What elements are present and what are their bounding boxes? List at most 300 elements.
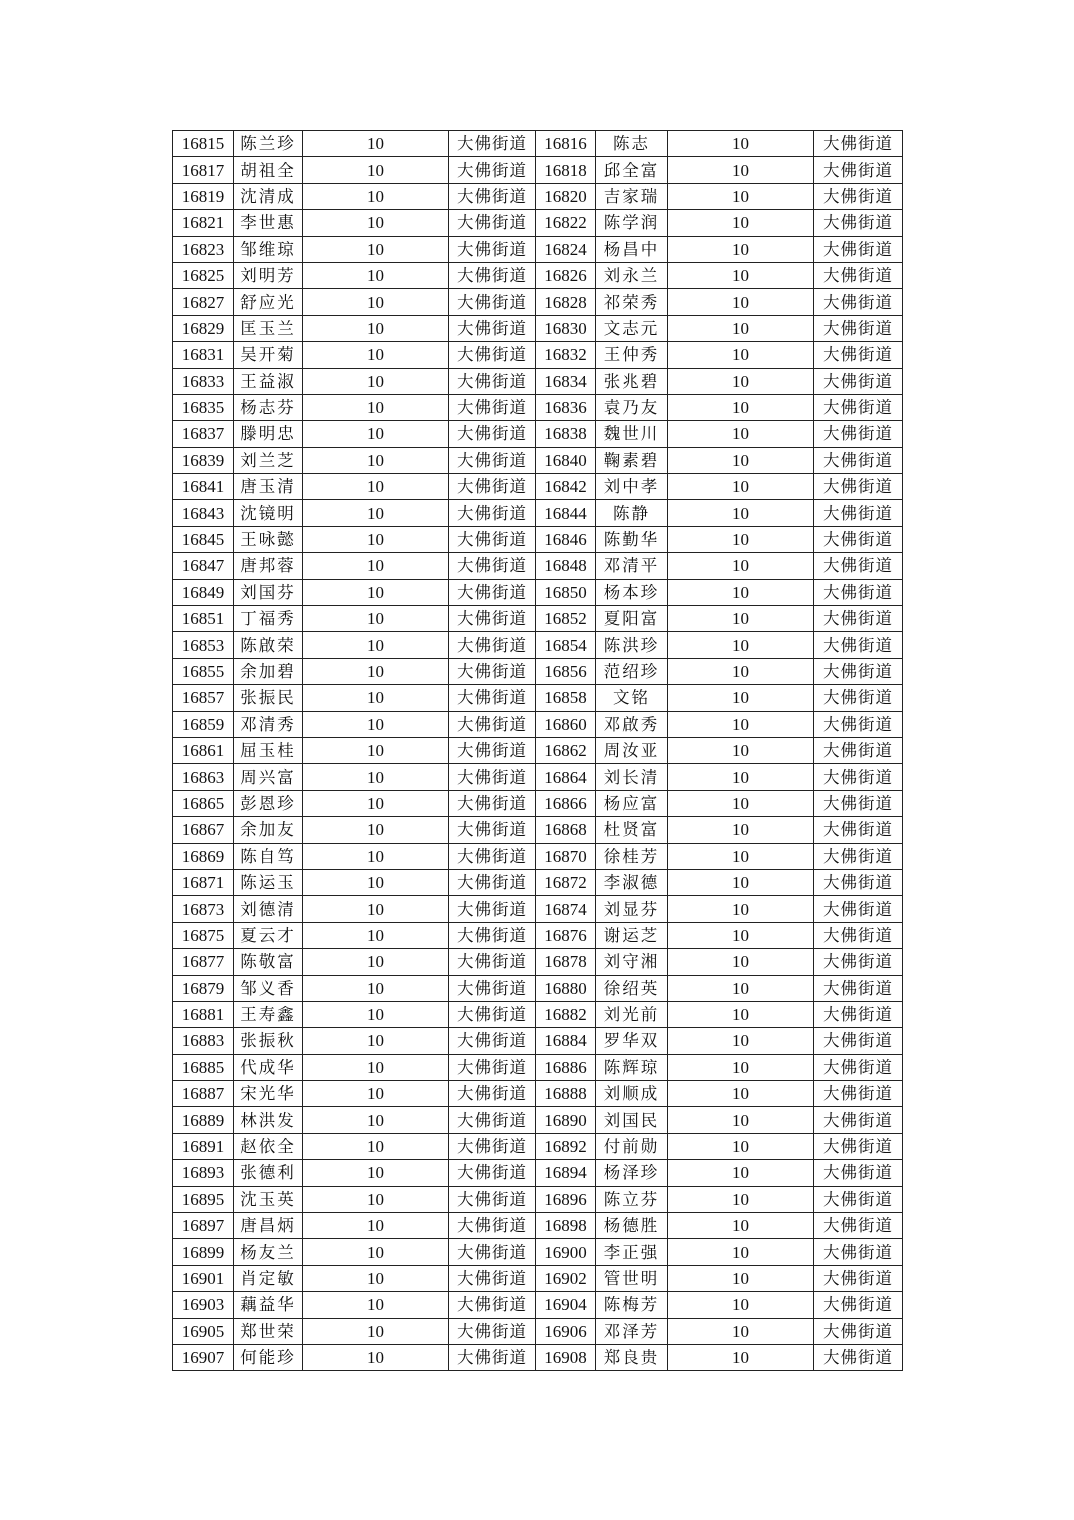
amount-value: 10: [668, 922, 814, 948]
amount-value: 10: [303, 658, 449, 684]
record-number: 16894: [536, 1160, 596, 1186]
person-name: 王咏懿: [234, 526, 303, 552]
street-name: 大佛街道: [814, 315, 903, 341]
person-name: 余加碧: [234, 658, 303, 684]
record-number: 16859: [173, 711, 234, 737]
street-name: 大佛街道: [814, 421, 903, 447]
person-name: 袁乃友: [596, 394, 668, 420]
record-number: 16839: [173, 447, 234, 473]
amount-value: 10: [668, 1265, 814, 1291]
person-name: 陈啟荣: [234, 632, 303, 658]
table-row: [173, 685, 903, 711]
table-row: [173, 658, 903, 684]
person-name: 杨志芬: [234, 394, 303, 420]
record-number: 16903: [173, 1292, 234, 1318]
record-number: 16818: [536, 157, 596, 183]
street-name: 大佛街道: [449, 949, 536, 975]
amount-value: 10: [668, 632, 814, 658]
record-number: 16887: [173, 1081, 234, 1107]
amount-value: 10: [668, 342, 814, 368]
amount-value: 10: [303, 1186, 449, 1212]
amount-value: 10: [303, 447, 449, 473]
table-row: [173, 632, 903, 658]
person-name: 陈洪珍: [596, 632, 668, 658]
record-number: 16858: [536, 685, 596, 711]
record-number: 16874: [536, 896, 596, 922]
record-number: 16843: [173, 500, 234, 526]
record-number: 16834: [536, 368, 596, 394]
record-number: 16866: [536, 790, 596, 816]
street-name: 大佛街道: [449, 368, 536, 394]
amount-value: 10: [303, 183, 449, 209]
amount-value: 10: [303, 632, 449, 658]
person-name: 何能珍: [234, 1344, 303, 1370]
amount-value: 10: [668, 289, 814, 315]
record-number: 16861: [173, 737, 234, 763]
person-name: 滕明忠: [234, 421, 303, 447]
table-row: [173, 975, 903, 1001]
record-number: 16838: [536, 421, 596, 447]
record-number: 16863: [173, 764, 234, 790]
street-name: 大佛街道: [814, 1318, 903, 1344]
record-number: 16836: [536, 394, 596, 420]
amount-value: 10: [303, 711, 449, 737]
amount-value: 10: [668, 1107, 814, 1133]
street-name: 大佛街道: [814, 1239, 903, 1265]
amount-value: 10: [668, 1160, 814, 1186]
table-row: [173, 1344, 903, 1370]
table-row: [173, 1213, 903, 1239]
street-name: 大佛街道: [449, 632, 536, 658]
person-name: 陈立芬: [596, 1186, 668, 1212]
amount-value: 10: [668, 817, 814, 843]
amount-value: 10: [303, 1001, 449, 1027]
record-number: 16844: [536, 500, 596, 526]
street-name: 大佛街道: [449, 896, 536, 922]
person-name: 丁福秀: [234, 606, 303, 632]
record-number: 16896: [536, 1186, 596, 1212]
amount-value: 10: [668, 579, 814, 605]
amount-value: 10: [668, 1292, 814, 1318]
person-name: 刘永兰: [596, 262, 668, 288]
table-row: [173, 315, 903, 341]
person-name: 邱全富: [596, 157, 668, 183]
person-name: 刘守湘: [596, 949, 668, 975]
person-name: 杨德胜: [596, 1213, 668, 1239]
street-name: 大佛街道: [814, 289, 903, 315]
table-row: [173, 1265, 903, 1291]
street-name: 大佛街道: [449, 394, 536, 420]
record-number: 16889: [173, 1107, 234, 1133]
amount-value: 10: [303, 500, 449, 526]
amount-value: 10: [668, 210, 814, 236]
table-row: [173, 131, 903, 157]
person-name: 文铭: [596, 685, 668, 711]
street-name: 大佛街道: [814, 922, 903, 948]
record-number: 16890: [536, 1107, 596, 1133]
amount-value: 10: [303, 1054, 449, 1080]
street-name: 大佛街道: [449, 262, 536, 288]
amount-value: 10: [668, 131, 814, 157]
record-number: 16847: [173, 553, 234, 579]
street-name: 大佛街道: [814, 896, 903, 922]
amount-value: 10: [668, 1213, 814, 1239]
record-number: 16870: [536, 843, 596, 869]
table-row: [173, 1028, 903, 1054]
amount-value: 10: [668, 949, 814, 975]
person-name: 陈兰珍: [234, 131, 303, 157]
table-row: [173, 817, 903, 843]
person-name: 吉家瑞: [596, 183, 668, 209]
table-row: [173, 183, 903, 209]
person-name: 李世惠: [234, 210, 303, 236]
person-name: 陈梅芳: [596, 1292, 668, 1318]
table-row: [173, 949, 903, 975]
street-name: 大佛街道: [814, 183, 903, 209]
record-number: 16901: [173, 1265, 234, 1291]
amount-value: 10: [668, 685, 814, 711]
record-number: 16864: [536, 764, 596, 790]
street-name: 大佛街道: [814, 1054, 903, 1080]
person-name: 肖定敏: [234, 1265, 303, 1291]
street-name: 大佛街道: [814, 553, 903, 579]
person-name: 邹义香: [234, 975, 303, 1001]
amount-value: 10: [303, 262, 449, 288]
record-number: 16827: [173, 289, 234, 315]
person-name: 刘国芬: [234, 579, 303, 605]
person-name: 杜贤富: [596, 817, 668, 843]
amount-value: 10: [303, 1160, 449, 1186]
person-name: 郑良贵: [596, 1344, 668, 1370]
record-number: 16905: [173, 1318, 234, 1344]
table-row: [173, 421, 903, 447]
record-number: 16888: [536, 1081, 596, 1107]
street-name: 大佛街道: [449, 975, 536, 1001]
amount-value: 10: [303, 1081, 449, 1107]
amount-value: 10: [303, 553, 449, 579]
person-name: 杨应富: [596, 790, 668, 816]
person-name: 彭恩珍: [234, 790, 303, 816]
table-row: [173, 394, 903, 420]
table-row: [173, 1081, 903, 1107]
person-name: 屈玉桂: [234, 737, 303, 763]
table-row: [173, 342, 903, 368]
street-name: 大佛街道: [449, 553, 536, 579]
table-row: [173, 790, 903, 816]
record-number: 16816: [536, 131, 596, 157]
street-name: 大佛街道: [814, 394, 903, 420]
person-name: 张振民: [234, 685, 303, 711]
person-name: 沈清成: [234, 183, 303, 209]
record-number: 16819: [173, 183, 234, 209]
record-number: 16850: [536, 579, 596, 605]
street-name: 大佛街道: [814, 790, 903, 816]
street-name: 大佛街道: [449, 869, 536, 895]
amount-value: 10: [303, 1028, 449, 1054]
table-row: [173, 1318, 903, 1344]
street-name: 大佛街道: [449, 737, 536, 763]
person-name: 徐绍英: [596, 975, 668, 1001]
street-name: 大佛街道: [449, 658, 536, 684]
amount-value: 10: [303, 315, 449, 341]
record-number: 16823: [173, 236, 234, 262]
person-name: 陈运玉: [234, 869, 303, 895]
table-row: [173, 737, 903, 763]
person-name: 陈志: [596, 131, 668, 157]
street-name: 大佛街道: [449, 1318, 536, 1344]
record-number: 16884: [536, 1028, 596, 1054]
person-name: 代成华: [234, 1054, 303, 1080]
street-name: 大佛街道: [814, 606, 903, 632]
amount-value: 10: [303, 949, 449, 975]
table-row: [173, 526, 903, 552]
street-name: 大佛街道: [814, 975, 903, 1001]
person-name: 祁荣秀: [596, 289, 668, 315]
street-name: 大佛街道: [449, 315, 536, 341]
amount-value: 10: [668, 183, 814, 209]
table-row: [173, 368, 903, 394]
record-number: 16835: [173, 394, 234, 420]
street-name: 大佛街道: [814, 447, 903, 473]
person-name: 胡祖全: [234, 157, 303, 183]
record-number: 16854: [536, 632, 596, 658]
record-number: 16902: [536, 1265, 596, 1291]
record-number: 16853: [173, 632, 234, 658]
table-row: [173, 1001, 903, 1027]
person-name: 舒应光: [234, 289, 303, 315]
amount-value: 10: [303, 131, 449, 157]
person-name: 匡玉兰: [234, 315, 303, 341]
amount-value: 10: [303, 342, 449, 368]
table-row: [173, 157, 903, 183]
street-name: 大佛街道: [449, 447, 536, 473]
street-name: 大佛街道: [814, 131, 903, 157]
record-number: 16857: [173, 685, 234, 711]
person-name: 林洪发: [234, 1107, 303, 1133]
record-number: 16867: [173, 817, 234, 843]
person-name: 刘显芬: [596, 896, 668, 922]
person-name: 魏世川: [596, 421, 668, 447]
record-number: 16898: [536, 1213, 596, 1239]
table-row: [173, 1160, 903, 1186]
record-number: 16878: [536, 949, 596, 975]
amount-value: 10: [303, 236, 449, 262]
person-name: 李正强: [596, 1239, 668, 1265]
street-name: 大佛街道: [814, 843, 903, 869]
person-name: 王寿鑫: [234, 1001, 303, 1027]
person-name: 邹维琼: [234, 236, 303, 262]
table-row: [173, 447, 903, 473]
street-name: 大佛街道: [449, 342, 536, 368]
record-number: 16842: [536, 474, 596, 500]
street-name: 大佛街道: [814, 1107, 903, 1133]
amount-value: 10: [668, 262, 814, 288]
person-name: 范绍珍: [596, 658, 668, 684]
record-number: 16829: [173, 315, 234, 341]
amount-value: 10: [668, 368, 814, 394]
record-number: 16848: [536, 553, 596, 579]
record-number: 16840: [536, 447, 596, 473]
record-number: 16830: [536, 315, 596, 341]
amount-value: 10: [303, 922, 449, 948]
street-name: 大佛街道: [814, 236, 903, 262]
record-number: 16906: [536, 1318, 596, 1344]
table-row: [173, 1054, 903, 1080]
record-number: 16883: [173, 1028, 234, 1054]
street-name: 大佛街道: [449, 817, 536, 843]
person-name: 陈静: [596, 500, 668, 526]
person-name: 张德利: [234, 1160, 303, 1186]
person-name: 藕益华: [234, 1292, 303, 1318]
record-number: 16828: [536, 289, 596, 315]
street-name: 大佛街道: [449, 1081, 536, 1107]
street-name: 大佛街道: [449, 131, 536, 157]
amount-value: 10: [303, 1107, 449, 1133]
street-name: 大佛街道: [449, 500, 536, 526]
record-number: 16886: [536, 1054, 596, 1080]
person-name: 管世明: [596, 1265, 668, 1291]
street-name: 大佛街道: [449, 1265, 536, 1291]
record-number: 16871: [173, 869, 234, 895]
amount-value: 10: [668, 790, 814, 816]
amount-value: 10: [303, 975, 449, 1001]
record-number: 16826: [536, 262, 596, 288]
amount-value: 10: [668, 447, 814, 473]
amount-value: 10: [303, 1292, 449, 1318]
table-row: [173, 1292, 903, 1318]
person-name: 沈镜明: [234, 500, 303, 526]
amount-value: 10: [668, 474, 814, 500]
street-name: 大佛街道: [449, 421, 536, 447]
amount-value: 10: [303, 394, 449, 420]
street-name: 大佛街道: [449, 711, 536, 737]
record-number: 16904: [536, 1292, 596, 1318]
street-name: 大佛街道: [814, 368, 903, 394]
person-name: 郑世荣: [234, 1318, 303, 1344]
person-name: 邓清平: [596, 553, 668, 579]
amount-value: 10: [668, 606, 814, 632]
street-name: 大佛街道: [449, 1213, 536, 1239]
person-name: 唐玉清: [234, 474, 303, 500]
person-name: 张振秋: [234, 1028, 303, 1054]
amount-value: 10: [668, 421, 814, 447]
person-name: 余加友: [234, 817, 303, 843]
street-name: 大佛街道: [449, 1028, 536, 1054]
amount-value: 10: [668, 658, 814, 684]
record-number: 16880: [536, 975, 596, 1001]
amount-value: 10: [303, 474, 449, 500]
person-name: 夏阳富: [596, 606, 668, 632]
street-name: 大佛街道: [814, 1028, 903, 1054]
street-name: 大佛街道: [814, 579, 903, 605]
amount-value: 10: [668, 843, 814, 869]
table-row: [173, 474, 903, 500]
record-number: 16892: [536, 1133, 596, 1159]
amount-value: 10: [668, 394, 814, 420]
table-row: [173, 711, 903, 737]
street-name: 大佛街道: [449, 474, 536, 500]
person-name: 刘兰芝: [234, 447, 303, 473]
street-name: 大佛街道: [814, 632, 903, 658]
roster-body: [173, 131, 903, 1371]
street-name: 大佛街道: [449, 1001, 536, 1027]
amount-value: 10: [303, 790, 449, 816]
street-name: 大佛街道: [814, 869, 903, 895]
record-number: 16872: [536, 869, 596, 895]
table-row: [173, 210, 903, 236]
person-name: 唐昌炳: [234, 1213, 303, 1239]
amount-value: 10: [668, 1081, 814, 1107]
person-name: 刘光前: [596, 1001, 668, 1027]
amount-value: 10: [668, 975, 814, 1001]
person-name: 唐邦蓉: [234, 553, 303, 579]
record-number: 16873: [173, 896, 234, 922]
amount-value: 10: [668, 896, 814, 922]
street-name: 大佛街道: [814, 1265, 903, 1291]
street-name: 大佛街道: [449, 922, 536, 948]
record-number: 16837: [173, 421, 234, 447]
person-name: 陈敬富: [234, 949, 303, 975]
amount-value: 10: [668, 1133, 814, 1159]
table-row: [173, 1186, 903, 1212]
street-name: 大佛街道: [814, 764, 903, 790]
amount-value: 10: [303, 843, 449, 869]
record-number: 16908: [536, 1344, 596, 1370]
record-number: 16879: [173, 975, 234, 1001]
person-name: 刘中孝: [596, 474, 668, 500]
amount-value: 10: [303, 685, 449, 711]
street-name: 大佛街道: [814, 157, 903, 183]
record-number: 16877: [173, 949, 234, 975]
street-name: 大佛街道: [449, 606, 536, 632]
amount-value: 10: [303, 869, 449, 895]
street-name: 大佛街道: [814, 1186, 903, 1212]
person-name: 刘德清: [234, 896, 303, 922]
amount-value: 10: [303, 289, 449, 315]
record-number: 16824: [536, 236, 596, 262]
amount-value: 10: [668, 1028, 814, 1054]
amount-value: 10: [668, 869, 814, 895]
amount-value: 10: [668, 1344, 814, 1370]
amount-value: 10: [303, 606, 449, 632]
person-name: 邓泽芳: [596, 1318, 668, 1344]
person-name: 刘国民: [596, 1107, 668, 1133]
record-number: 16897: [173, 1213, 234, 1239]
amount-value: 10: [303, 1318, 449, 1344]
amount-value: 10: [668, 526, 814, 552]
record-number: 16862: [536, 737, 596, 763]
table-row: [173, 579, 903, 605]
record-number: 16865: [173, 790, 234, 816]
table-row: [173, 606, 903, 632]
street-name: 大佛街道: [814, 342, 903, 368]
amount-value: 10: [303, 579, 449, 605]
table-row: [173, 1239, 903, 1265]
street-name: 大佛街道: [449, 1292, 536, 1318]
person-name: 夏云才: [234, 922, 303, 948]
record-number: 16885: [173, 1054, 234, 1080]
record-number: 16891: [173, 1133, 234, 1159]
street-name: 大佛街道: [814, 500, 903, 526]
amount-value: 10: [303, 896, 449, 922]
street-name: 大佛街道: [814, 949, 903, 975]
record-number: 16875: [173, 922, 234, 948]
person-name: 杨昌中: [596, 236, 668, 262]
street-name: 大佛街道: [814, 1001, 903, 1027]
record-number: 16893: [173, 1160, 234, 1186]
street-name: 大佛街道: [814, 658, 903, 684]
table-row: [173, 289, 903, 315]
